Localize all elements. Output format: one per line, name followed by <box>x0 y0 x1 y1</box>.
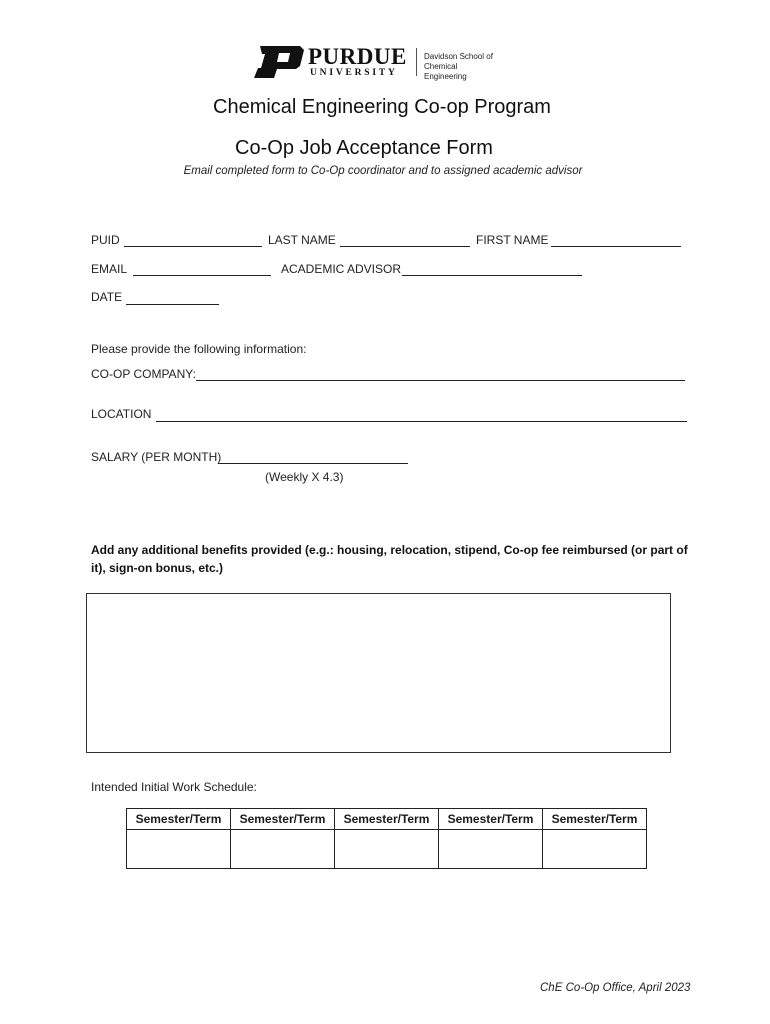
footer-note: ChE Co-Op Office, April 2023 <box>540 982 691 994</box>
salary-field[interactable] <box>218 463 408 464</box>
salary-label: SALARY (PER MONTH) <box>91 450 222 464</box>
form-instructions: Email completed form to Co-Op coordinator and to assigned academic advisor <box>183 165 583 177</box>
logo-divider <box>416 48 417 76</box>
school-line-2: Chemical Engineering <box>424 62 467 81</box>
date-label: DATE <box>91 290 123 304</box>
benefits-textarea[interactable] <box>86 593 671 753</box>
work-schedule-table <box>126 808 647 869</box>
purdue-logo <box>252 46 502 80</box>
info-prompt: Please provide the following information: <box>91 342 307 356</box>
last-name-label: LAST NAME <box>268 233 336 247</box>
column-header: Semester/Term <box>335 809 439 830</box>
email-field[interactable] <box>133 275 271 276</box>
email-label: EMAIL <box>91 262 128 276</box>
form-title: Co-Op Job Acceptance Form <box>235 137 493 159</box>
puid-label: PUID <box>91 233 120 247</box>
salary-note: (Weekly X 4.3) <box>265 470 344 484</box>
benefits-prompt: Add any additional benefits provided (e.g.: housing, relocation, stipend, Co-op fee reimbursed (or part of it), sign-on bonus, etc.) <box>91 543 688 575</box>
first-name-label: FIRST NAME <box>476 233 549 247</box>
schedule-cell[interactable] <box>543 830 647 869</box>
column-header: Semester/Term <box>439 809 543 830</box>
last-name-field[interactable] <box>340 246 470 247</box>
purdue-p-icon <box>252 46 304 78</box>
school-name <box>424 52 502 82</box>
logo-university: UNIVERSITY <box>310 68 398 78</box>
first-name-field[interactable] <box>551 246 681 247</box>
program-title: Chemical Engineering Co-op Program <box>213 96 551 118</box>
date-field[interactable] <box>126 304 219 305</box>
location-field[interactable] <box>156 421 687 422</box>
table-header-row <box>127 809 647 830</box>
school-line-1: Davidson School of <box>424 52 493 61</box>
coop-company-label: CO-OP COMPANY: <box>91 367 196 381</box>
puid-field[interactable] <box>124 246 262 247</box>
academic-advisor-label: ACADEMIC ADVISOR <box>281 262 402 276</box>
column-header: Semester/Term <box>543 809 647 830</box>
benefits-value <box>87 594 670 606</box>
schedule-cell[interactable] <box>335 830 439 869</box>
column-header: Semester/Term <box>231 809 335 830</box>
column-header: Semester/Term <box>127 809 231 830</box>
coop-company-field[interactable] <box>196 380 685 381</box>
schedule-label: Intended Initial Work Schedule: <box>91 780 257 794</box>
logo-wordmark: PURDUE <box>308 44 407 69</box>
schedule-cell[interactable] <box>231 830 335 869</box>
location-label: LOCATION <box>91 407 152 421</box>
academic-advisor-field[interactable] <box>402 275 582 276</box>
schedule-cell[interactable] <box>439 830 543 869</box>
schedule-cell[interactable] <box>127 830 231 869</box>
table-row <box>127 830 647 869</box>
